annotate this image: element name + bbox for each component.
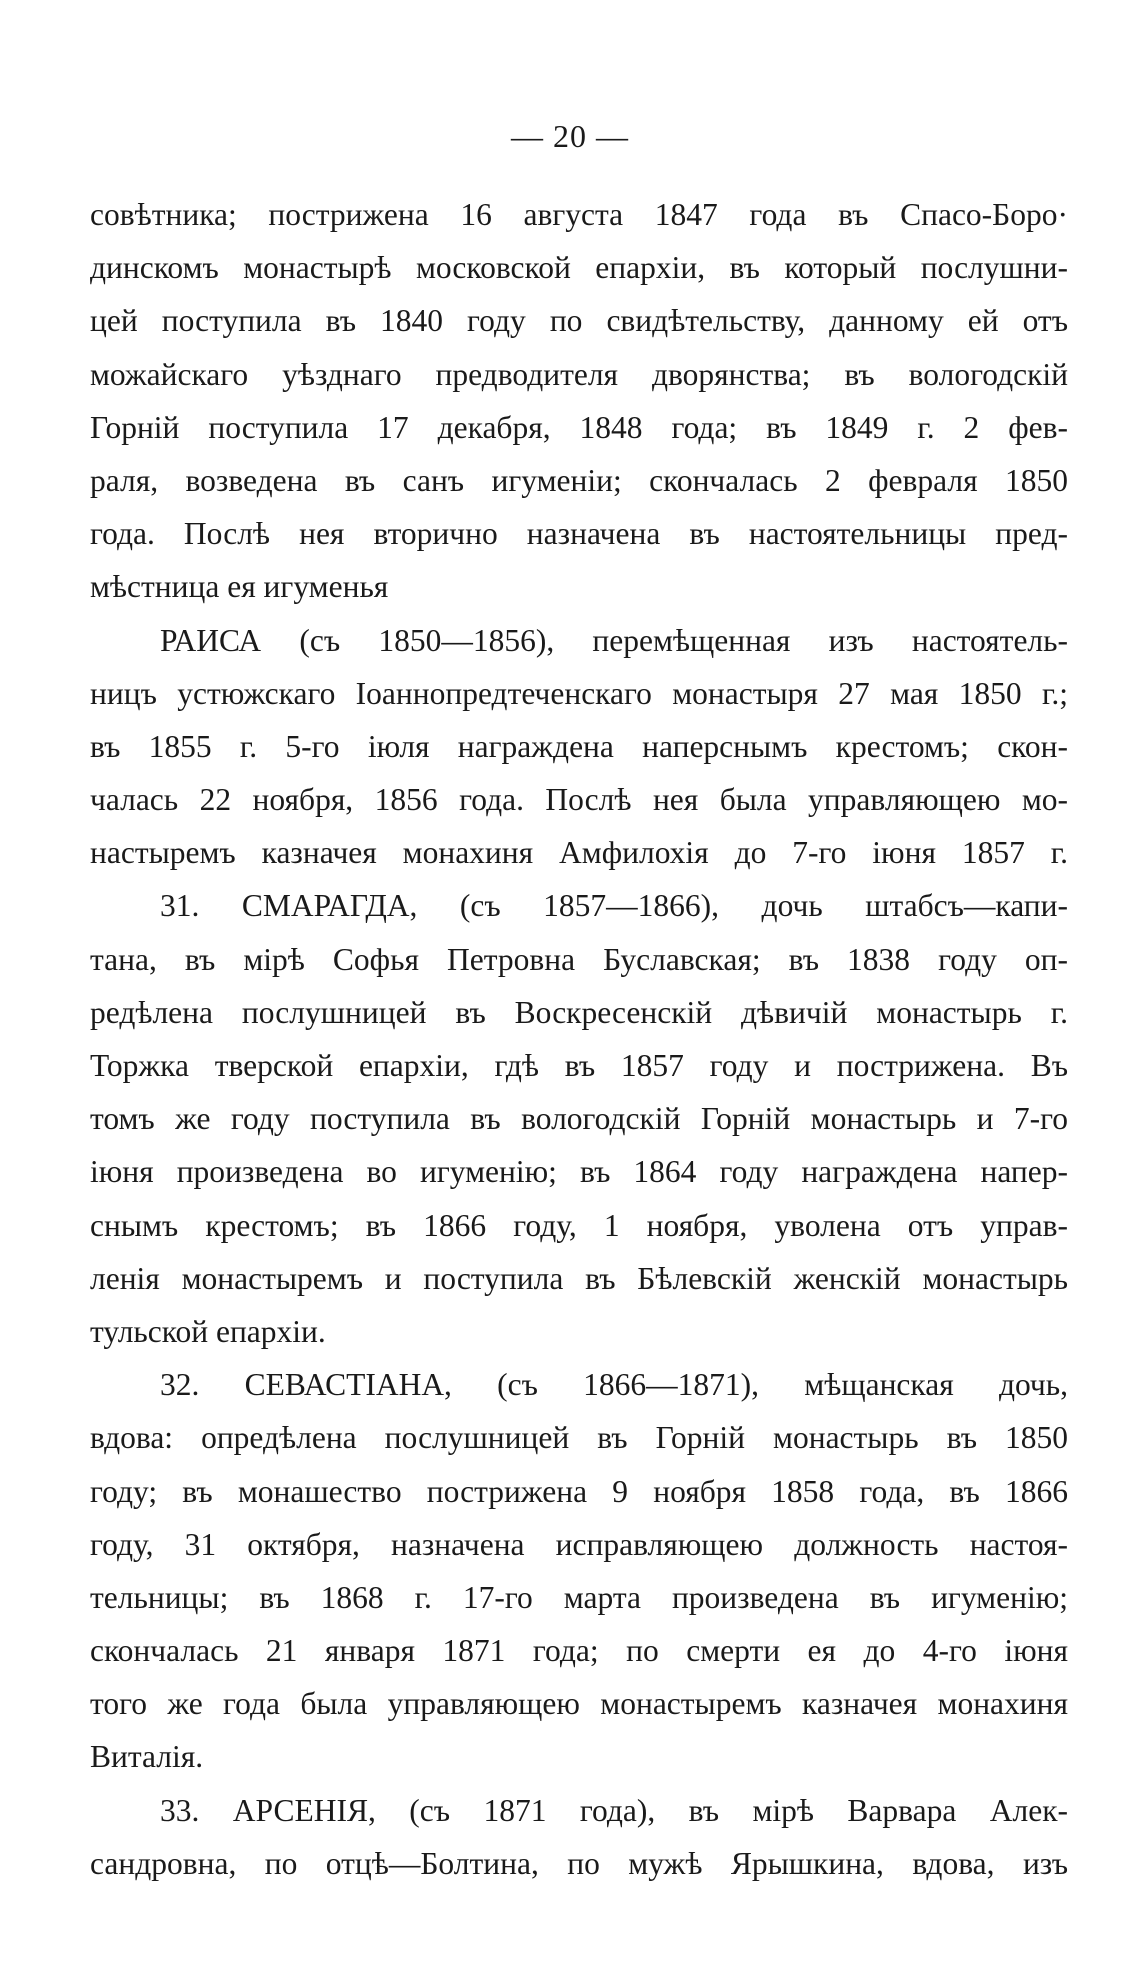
- text-line: ницъ устюжскаго Іоаннопредтеченскаго монастыря 27 мая 1850 г.;: [90, 675, 1068, 711]
- text-line: тельницы; въ 1868 г. 17-го марта произведена въ игуменію;: [90, 1579, 1068, 1615]
- text-line: совѣтника; пострижена 16 августа 1847 года въ Спасо-Боро·: [90, 197, 1068, 232]
- page-number: — 20 —: [511, 118, 629, 154]
- paragraph-arseniya: [90, 1784, 1068, 1890]
- paragraph-previous-abbess-continued: [90, 188, 1068, 614]
- text-line: 32. СЕВАСТІАНА, (съ 1866—1871), мѣщанская дочь,: [160, 1367, 1068, 1403]
- text-line: снымъ крестомъ; въ 1866 году, 1 ноября, уволена отъ управ-: [90, 1207, 1068, 1243]
- text-line: Виталія.: [90, 1739, 204, 1775]
- paragraph-sevastiana: [90, 1358, 1068, 1784]
- paragraph-raisa: [90, 614, 1068, 880]
- text-line: скончалась 21 января 1871 года; по смерти ея до 4-го іюня: [90, 1633, 1068, 1669]
- text-line: тана, въ мірѣ Софья Петровна Буславская; въ 1838 году оп-: [90, 941, 1068, 977]
- text-line: 33. АРСЕНІЯ, (съ 1871 года), въ мірѣ Варвара Алек-: [160, 1792, 1068, 1828]
- text-line: Горній поступила 17 декабря, 1848 года; въ 1849 г. 2 фев-: [90, 409, 1068, 445]
- text-line: тульской епархіи.: [90, 1313, 326, 1349]
- text-line: іюня произведена во игуменію; въ 1864 году награждена напер-: [90, 1154, 1068, 1190]
- text-line: чалась 22 ноября, 1856 года. Послѣ нея была управляющею мо-: [90, 782, 1068, 818]
- text-line: РАИСА (съ 1850—1856), перемѣщенная изъ настоятель-: [160, 622, 1068, 658]
- text-line: въ 1855 г. 5-го іюля награждена наперснымъ крестомъ; скон-: [90, 728, 1068, 764]
- text-line: вдова: опредѣлена послушницей въ Горній монастырь въ 1850: [90, 1420, 1068, 1456]
- text-line: году; въ монашество пострижена 9 ноября 1858 года, въ 1866: [90, 1473, 1068, 1509]
- text-line: того же года была управляющею монастыремъ казначея монахиня: [90, 1686, 1068, 1722]
- text-line: года. Послѣ нея вторично назначена въ настоятельницы пред-: [90, 516, 1068, 552]
- text-line: настыремъ казначея монахиня Амфилохія до 7-го іюня 1857 г.: [90, 835, 1068, 871]
- text-line: Торжка тверской епархіи, гдѣ въ 1857 году и пострижена. Въ: [90, 1048, 1068, 1083]
- text-line: раля, возведена въ санъ игуменіи; скончалась 2 февраля 1850: [90, 462, 1068, 498]
- text-line: ленія монастыремъ и поступила въ Бѣлевскій женскій монастырь: [90, 1260, 1068, 1296]
- text-line: цей поступила въ 1840 году по свидѣтельству, данному ей отъ: [90, 303, 1068, 339]
- text-line: томъ же году поступила въ вологодскій Горній монастырь и 7-го: [90, 1101, 1068, 1137]
- text-line: динскомъ монастырѣ московской епархіи, въ который послушни-: [90, 250, 1068, 286]
- paragraph-smaragda: [90, 879, 1068, 1358]
- text-line: году, 31 октября, назначена исправляющею должность настоя-: [90, 1526, 1068, 1562]
- body-text: [90, 188, 1068, 1890]
- text-line: 31. СМАРАГДА, (съ 1857—1866), дочь штабсъ—капи-: [160, 888, 1068, 924]
- text-line: редѣлена послушницей въ Воскресенскій дѣвичій монастырь г.: [90, 994, 1068, 1030]
- text-line: мѣстница ея игуменья: [90, 569, 389, 605]
- text-line: можайскаго уѣзднаго предводителя дворянства; въ вологодскій: [90, 356, 1068, 392]
- text-line: сандровна, по отцѣ—Болтина, по мужѣ Ярышкина, вдова, изъ: [90, 1845, 1068, 1881]
